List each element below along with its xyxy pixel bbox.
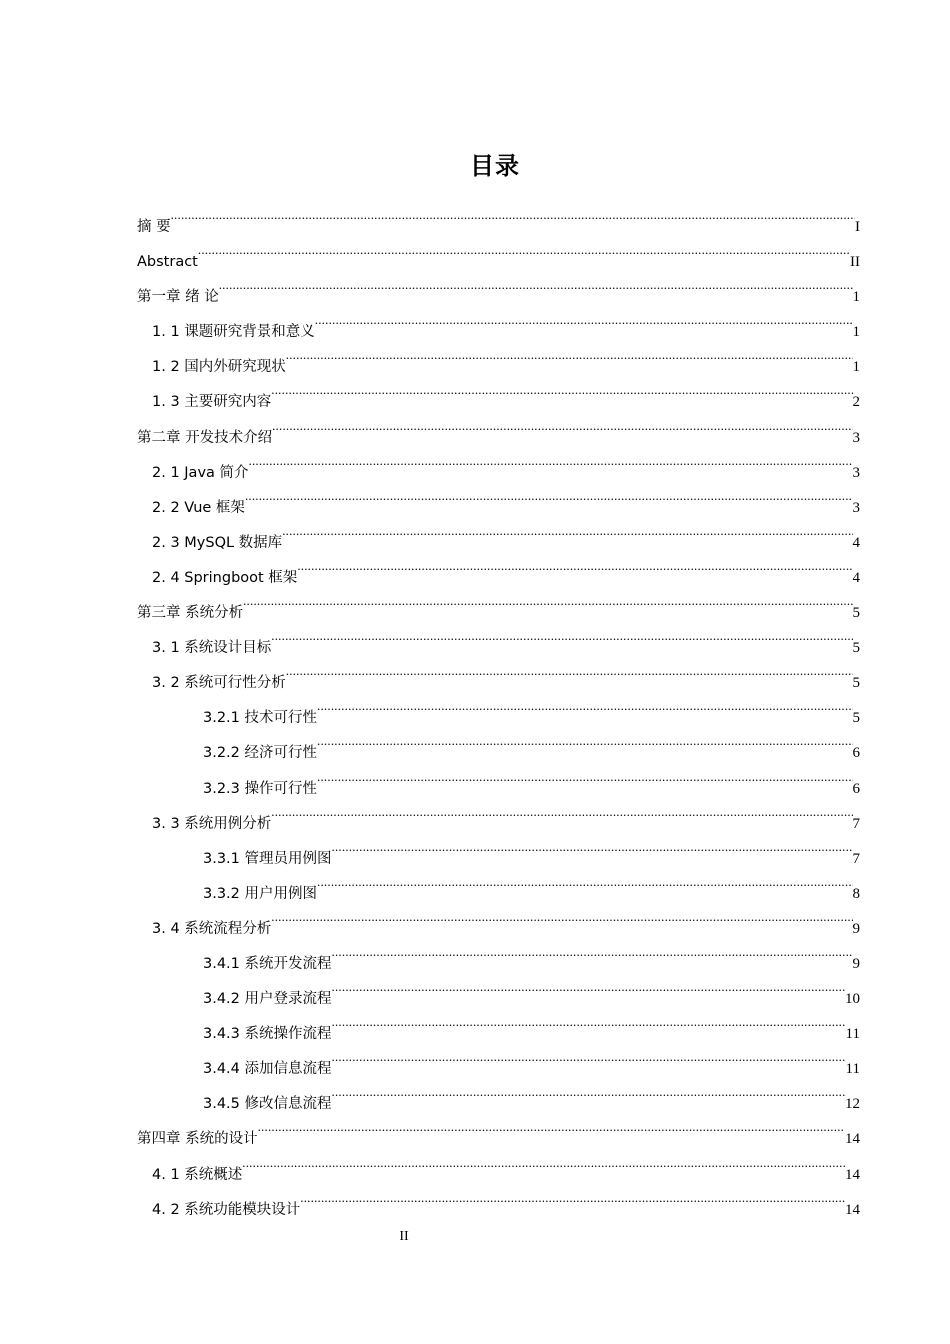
dot-leader <box>249 442 853 477</box>
toc-entry-label: 3. 4 系统流程分析 <box>152 920 272 937</box>
dot-leader <box>332 828 853 863</box>
toc-entry-page: 1 <box>852 324 860 341</box>
toc-entry[interactable] <box>137 1144 860 1183</box>
toc-entry-label: 2. 2 Vue 框架 <box>152 499 245 516</box>
toc-entry-page: 1 <box>852 359 860 376</box>
toc-entry-label: 3. 2 系统可行性分析 <box>152 675 286 692</box>
toc-entry-page: 3 <box>852 429 860 446</box>
toc-entry-label: 摘 要 <box>137 219 171 235</box>
toc-entry-page: 12 <box>845 1096 860 1113</box>
toc-entry-label: 3.3.2 用户用例图 <box>203 885 318 902</box>
toc-entry-page: 6 <box>852 780 860 797</box>
toc-entry-page: 7 <box>852 815 860 832</box>
toc-entry-label: 3. 3 系统用例分析 <box>152 815 272 832</box>
dot-leader <box>317 863 852 898</box>
toc-entry-label: 3.4.2 用户登录流程 <box>203 991 332 1008</box>
toc-entry-page: 14 <box>845 1166 860 1183</box>
toc-entry-label: 3.4.5 修改信息流程 <box>203 1096 332 1113</box>
toc-entry-label: 4. 1 系统概述 <box>152 1166 243 1183</box>
dot-leader <box>332 1003 846 1038</box>
dot-leader <box>171 196 855 231</box>
toc-entry-label: 4. 2 系统功能模块设计 <box>152 1201 301 1218</box>
toc-entry-label: 1. 2 国内外研究现状 <box>152 359 286 376</box>
toc-entry[interactable] <box>137 617 860 657</box>
toc-entry-label: 3.2.2 经济可行性 <box>203 745 318 762</box>
dot-leader <box>271 898 852 933</box>
toc-entry-label: 第一章 绪 论 <box>137 289 219 306</box>
toc-entry-label: 2. 3 MySQL 数据库 <box>152 534 283 551</box>
dot-leader <box>332 1073 845 1108</box>
toc-entry-page: 9 <box>852 920 860 937</box>
dot-leader <box>242 1144 845 1179</box>
toc-entry-page: 8 <box>852 885 860 902</box>
toc-entry-label: 2. 4 Springboot 框架 <box>152 569 298 586</box>
dot-leader <box>332 933 853 968</box>
dot-leader <box>315 301 853 336</box>
toc-entry[interactable] <box>137 1179 860 1218</box>
toc-entry-page: 14 <box>845 1131 860 1148</box>
dot-leader <box>300 1179 845 1214</box>
toc-entry[interactable] <box>137 512 860 551</box>
toc-entry[interactable] <box>137 582 860 622</box>
dot-leader <box>332 1038 846 1073</box>
toc-entry-page: 6 <box>852 745 860 762</box>
toc-entry-page: 2 <box>852 394 860 411</box>
dot-leader <box>198 231 850 266</box>
dot-leader <box>332 968 845 1003</box>
toc-entry-label: 3.2.1 技术可行性 <box>203 710 318 727</box>
toc-entry-label: 第四章 系统的设计 <box>137 1131 258 1148</box>
toc-entry-page: 5 <box>852 605 860 622</box>
toc-entry-label: 2. 1 Java 简介 <box>152 464 249 481</box>
toc-entry[interactable] <box>137 301 860 341</box>
toc-entry-page: 4 <box>852 534 860 551</box>
toc-entry-label: 第二章 开发技术介绍 <box>137 429 273 446</box>
toc-entry-label: 3.2.3 操作可行性 <box>203 780 318 797</box>
toc-entry-label: 3.3.1 管理员用例图 <box>203 850 332 867</box>
dot-leader <box>282 512 852 547</box>
toc-entry[interactable] <box>137 266 860 306</box>
dot-leader <box>271 371 852 406</box>
table-of-contents <box>137 196 860 1218</box>
toc-entry-label: 3.4.3 系统操作流程 <box>203 1026 332 1043</box>
toc-entry-page: 9 <box>852 955 860 972</box>
toc-entry-page: 5 <box>852 640 860 657</box>
toc-entry-label: 3.4.1 系统开发流程 <box>203 955 332 972</box>
toc-entry-page: 5 <box>852 710 860 727</box>
toc-entry-label: 3. 1 系统设计目标 <box>152 640 272 657</box>
dot-leader <box>317 758 852 793</box>
toc-entry-label: 3.4.4 添加信息流程 <box>203 1061 332 1078</box>
toc-entry-page: 1 <box>852 289 860 306</box>
dot-leader <box>286 336 853 371</box>
toc-entry-page: 11 <box>845 1026 860 1043</box>
toc-entry[interactable] <box>137 196 860 235</box>
toc-entry-page: 4 <box>852 569 860 586</box>
toc-entry-page: 14 <box>845 1201 860 1218</box>
dot-leader <box>243 582 852 617</box>
toc-entry-page: 3 <box>852 464 860 481</box>
toc-entry-page: 11 <box>845 1061 860 1078</box>
toc-entry-page: 7 <box>852 850 860 867</box>
dot-leader <box>272 407 852 442</box>
dot-leader <box>317 687 852 722</box>
toc-entry-page: 5 <box>852 675 860 692</box>
dot-leader <box>297 547 852 582</box>
dot-leader <box>271 793 852 828</box>
toc-entry-page: 3 <box>852 499 860 516</box>
toc-entry-label: 1. 3 主要研究内容 <box>152 394 272 411</box>
dot-leader <box>286 652 853 687</box>
dot-leader <box>245 477 853 512</box>
dot-leader <box>219 266 853 301</box>
toc-entry[interactable] <box>137 477 860 516</box>
toc-entry-page: 10 <box>845 991 860 1008</box>
page-title: 目录 <box>470 152 520 180</box>
toc-entry[interactable] <box>137 231 860 271</box>
toc-entry-label: 第三章 系统分析 <box>137 605 244 622</box>
dot-leader <box>271 617 852 652</box>
toc-entry-label: 1. 1 课题研究背景和意义 <box>152 324 315 341</box>
toc-entry-page: I <box>855 219 860 235</box>
dot-leader <box>258 1108 845 1143</box>
dot-leader <box>317 722 852 757</box>
toc-entry-page: II <box>850 254 860 271</box>
page-number: II <box>399 1229 409 1244</box>
toc-entry-label: Abstract <box>137 254 198 271</box>
